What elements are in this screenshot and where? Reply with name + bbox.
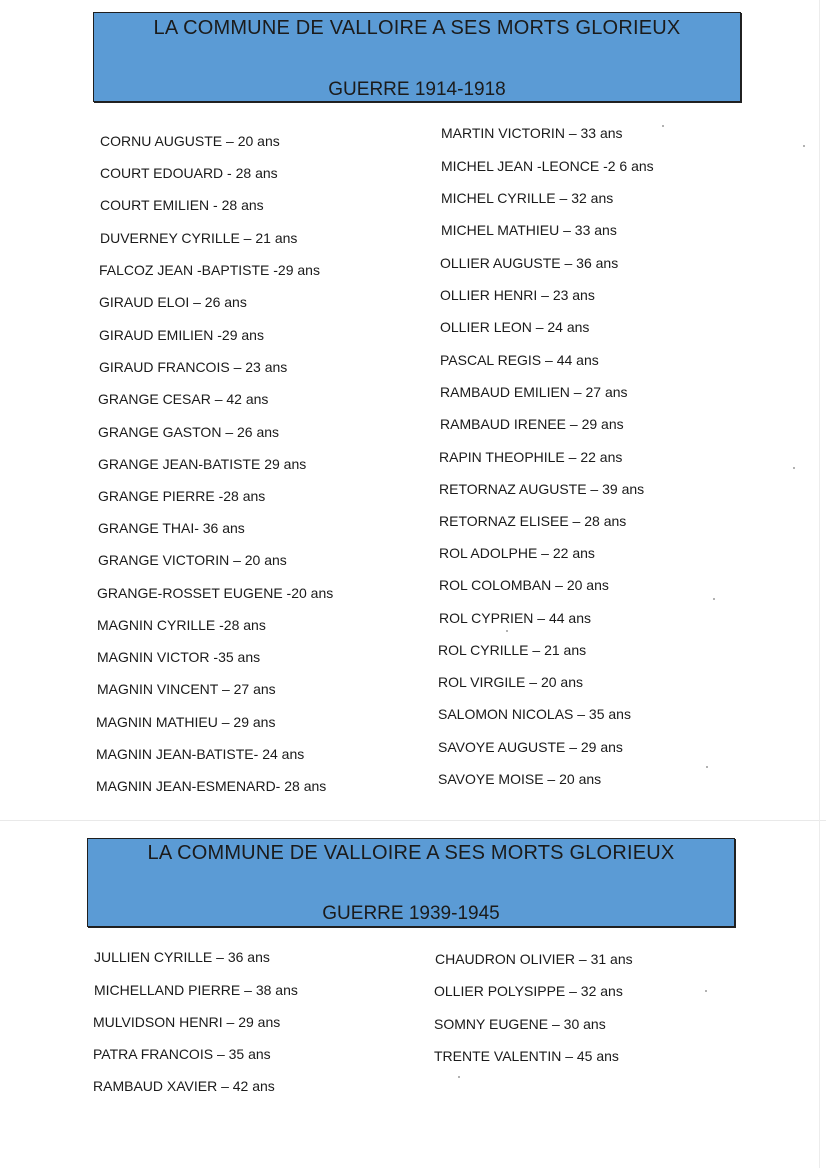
list-item: JULLIEN CYRILLE – 36 ans (94, 949, 270, 965)
list-item: GIRAUD FRANCOIS – 23 ans (99, 359, 288, 375)
list-item: MULVIDSON HENRI – 29 ans (93, 1014, 281, 1030)
list-item: SAVOYE MOISE – 20 ans (438, 771, 602, 787)
list-item: PASCAL REGIS – 44 ans (440, 352, 599, 368)
list-item: RAMBAUD XAVIER – 42 ans (93, 1078, 275, 1094)
list-item: MICHEL JEAN -LEONCE -2 6 ans (441, 158, 654, 174)
list-item: GRANGE PIERRE -28 ans (98, 488, 266, 504)
list-item: RETORNAZ AUGUSTE – 39 ans (439, 481, 645, 497)
list-item: ROL ADOLPHE – 22 ans (439, 545, 595, 561)
list-item: COURT EDOUARD - 28 ans (100, 165, 278, 181)
list-item: OLLIER POLYSIPPE – 32 ans (434, 983, 623, 999)
list-item: MAGNIN VICTOR -35 ans (97, 649, 261, 665)
list-item: OLLIER AUGUSTE – 36 ans (440, 255, 619, 271)
list-item: CHAUDRON OLIVIER – 31 ans (435, 951, 633, 967)
list-item: ROL CYRILLE – 21 ans (438, 642, 587, 658)
scan-speck (662, 125, 664, 127)
list-item: MAGNIN MATHIEU – 29 ans (96, 714, 276, 730)
list-item: SOMNY EUGENE – 30 ans (434, 1016, 606, 1032)
list-item: ROL COLOMBAN – 20 ans (439, 577, 609, 593)
list-item: PATRA FRANCOIS – 35 ans (93, 1046, 271, 1062)
list-item: GRANGE JEAN-BATISTE 29 ans (98, 456, 307, 472)
memorial-title: LA COMMUNE DE VALLOIRE A SES MORTS GLORIEUX (147, 842, 675, 864)
list-item: RAMBAUD IRENEE – 29 ans (440, 416, 624, 432)
war-period-title: GUERRE 1939-1945 (322, 903, 500, 924)
header-banner-ww2 (87, 838, 735, 927)
list-item: MICHEL CYRILLE – 32 ans (441, 190, 614, 206)
list-item: MARTIN VICTORIN – 33 ans (441, 125, 623, 141)
memorial-title: LA COMMUNE DE VALLOIRE A SES MORTS GLORIEUX (153, 17, 681, 39)
list-item: GRANGE GASTON – 26 ans (98, 424, 280, 440)
list-item: MICHEL MATHIEU – 33 ans (441, 222, 617, 238)
list-item: MAGNIN JEAN-BATISTE- 24 ans (96, 746, 305, 762)
list-item: MAGNIN VINCENT – 27 ans (97, 681, 276, 697)
list-item: GRANGE CESAR – 42 ans (98, 391, 269, 407)
list-item: SALOMON NICOLAS – 35 ans (438, 706, 631, 722)
scan-speck (706, 766, 708, 768)
list-item: COURT EMILIEN - 28 ans (100, 197, 264, 213)
list-item: GRANGE VICTORIN – 20 ans (98, 552, 287, 568)
scan-speck (506, 630, 508, 632)
list-item: GIRAUD EMILIEN -29 ans (99, 327, 264, 343)
scan-speck (458, 1076, 460, 1078)
scan-edge-line (819, 0, 820, 1168)
scan-speck (705, 990, 707, 992)
list-item: FALCOZ JEAN -BAPTISTE -29 ans (99, 262, 320, 278)
list-item: SAVOYE AUGUSTE – 29 ans (438, 739, 623, 755)
list-item: ROL VIRGILE – 20 ans (438, 674, 583, 690)
list-item: OLLIER LEON – 24 ans (440, 319, 590, 335)
list-item: GRANGE THAI- 36 ans (98, 520, 245, 536)
war-period-title: GUERRE 1914-1918 (328, 79, 506, 100)
scan-speck (803, 145, 805, 147)
list-item: TRENTE VALENTIN – 45 ans (434, 1048, 619, 1064)
list-item: MAGNIN CYRILLE -28 ans (97, 617, 266, 633)
list-item: RAPIN THEOPHILE – 22 ans (439, 449, 623, 465)
list-item: CORNU AUGUSTE – 20 ans (100, 133, 280, 149)
header-banner-ww1 (93, 12, 741, 102)
list-item: RAMBAUD EMILIEN – 27 ans (440, 384, 628, 400)
page-fold-line (0, 820, 826, 821)
list-item: RETORNAZ ELISEE – 28 ans (439, 513, 627, 529)
list-item: GIRAUD ELOI – 26 ans (99, 294, 247, 310)
list-item: MICHELLAND PIERRE – 38 ans (94, 982, 298, 998)
list-item: OLLIER HENRI – 23 ans (440, 287, 595, 303)
scan-speck (793, 467, 795, 469)
list-item: ROL CYPRIEN – 44 ans (439, 610, 591, 626)
list-item: MAGNIN JEAN-ESMENARD- 28 ans (96, 778, 327, 794)
scan-speck (713, 598, 715, 600)
list-item: DUVERNEY CYRILLE – 21 ans (100, 230, 298, 246)
list-item: GRANGE-ROSSET EUGENE -20 ans (97, 585, 334, 601)
